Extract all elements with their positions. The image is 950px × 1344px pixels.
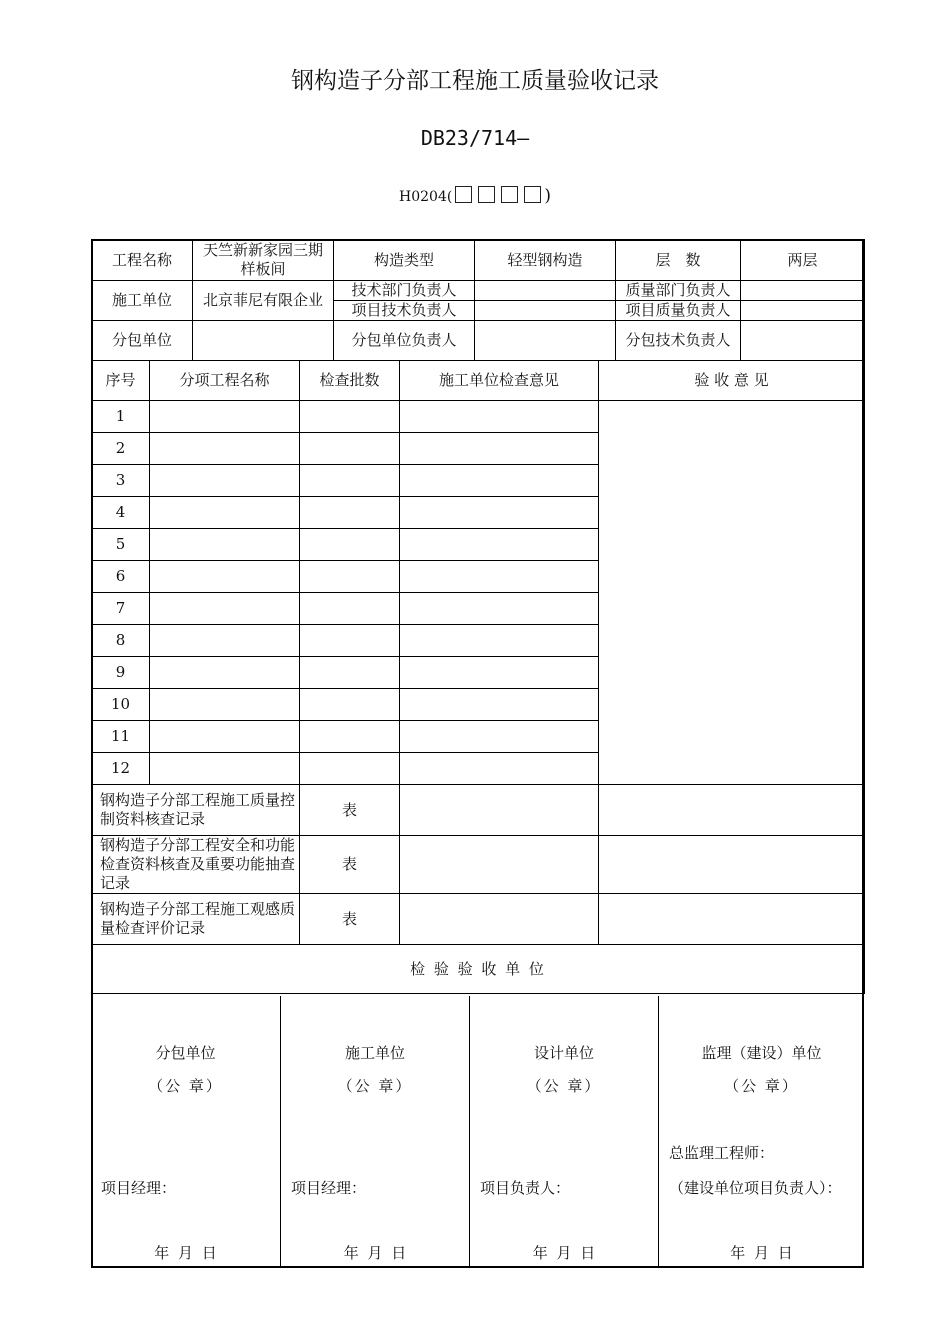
signature-contractor[interactable] [281, 996, 470, 1268]
project-name-label: 工程名称 [92, 240, 193, 281]
contractor-value[interactable]: 北京菲尼有限企业 [193, 281, 334, 321]
standard-code: DB23/714— [420, 126, 530, 150]
row-number: 12 [92, 753, 150, 785]
form-digit-box[interactable] [478, 186, 495, 203]
quality-control-record-form: 表 [300, 785, 400, 836]
batches-cell[interactable] [300, 689, 400, 721]
item-name-cell[interactable] [150, 657, 300, 689]
appearance-quality-record-acceptance[interactable] [599, 894, 865, 945]
floors-label: 层 数 [616, 240, 741, 281]
batches-cell[interactable] [300, 465, 400, 497]
batches-cell[interactable] [300, 529, 400, 561]
official-seal-label: （公 章） [148, 1077, 223, 1095]
row-number: 7 [92, 593, 150, 625]
row-number: 10 [92, 689, 150, 721]
signature-unit-name: 设计单位 [533, 1044, 594, 1062]
item-name-cell[interactable] [150, 465, 300, 497]
form-digit-box[interactable] [524, 186, 541, 203]
item-name-cell[interactable] [150, 529, 300, 561]
contractor-opinion-cell[interactable] [400, 593, 599, 625]
inspection-units-heading: 检 验 验 收 单 位 [92, 945, 865, 994]
item-name-cell[interactable] [150, 721, 300, 753]
signature-supervisor[interactable] [659, 996, 864, 1268]
signature-date: 年 月 日 [154, 1244, 217, 1262]
sub-head-value[interactable] [475, 321, 616, 361]
quality-dept-head-value[interactable] [741, 281, 865, 301]
row-number: 3 [92, 465, 150, 497]
item-name-cell[interactable] [150, 401, 300, 433]
item-name-cell[interactable] [150, 625, 300, 657]
form-suffix: ) [544, 186, 551, 206]
contractor-opinion-cell[interactable] [400, 497, 599, 529]
signature-unit-name: 分包单位 [155, 1044, 216, 1062]
project-name-value[interactable]: 天竺新新家园三期样板间 [193, 240, 334, 281]
batches-cell[interactable] [300, 721, 400, 753]
batches-cell[interactable] [300, 433, 400, 465]
official-seal-label: （公 章） [526, 1077, 602, 1095]
batches-cell[interactable] [300, 657, 400, 689]
item-name-cell[interactable] [150, 753, 300, 785]
batches-cell[interactable] [300, 593, 400, 625]
row-number: 9 [92, 657, 150, 689]
quality-dept-head-label: 质量部门负责人 [616, 281, 741, 301]
header-table [91, 239, 865, 361]
row-number: 2 [92, 433, 150, 465]
appearance-quality-record-form: 表 [300, 894, 400, 945]
signature-block [91, 996, 864, 1268]
form-prefix: H0204( [399, 189, 453, 205]
signatory-label: 项目经理： [101, 1179, 177, 1197]
col-batches-header: 检查批数 [300, 361, 400, 401]
contractor-opinion-cell[interactable] [400, 401, 599, 433]
subcontractor-label: 分包单位 [92, 321, 193, 361]
floors-value[interactable]: 两层 [741, 240, 865, 281]
acceptance-opinion-cell[interactable] [599, 401, 865, 785]
col-contractor-opinion-header: 施工单位检查意见 [400, 361, 599, 401]
tech-dept-head-label: 技术部门负责人 [334, 281, 475, 301]
item-name-cell[interactable] [150, 561, 300, 593]
structure-type-label: 构造类型 [334, 240, 475, 281]
signature-unit-name: 监理（建设）单位 [701, 1044, 822, 1062]
signatory-label: 项目经理： [291, 1179, 367, 1197]
row-number: 6 [92, 561, 150, 593]
signature-designer[interactable] [470, 996, 659, 1268]
official-seal-label: （公 章） [337, 1077, 413, 1095]
item-name-cell[interactable] [150, 433, 300, 465]
signature-subcontractor[interactable] [91, 996, 281, 1268]
batches-cell[interactable] [300, 753, 400, 785]
project-quality-head-value[interactable] [741, 301, 865, 321]
contractor-opinion-cell[interactable] [400, 433, 599, 465]
row-number: 11 [92, 721, 150, 753]
structure-type-value[interactable]: 轻型钢构造 [475, 240, 616, 281]
appearance-quality-record-label: 钢构造子分部工程施工观感质量检查评价记录 [92, 894, 300, 945]
contractor-opinion-cell[interactable] [400, 689, 599, 721]
batches-cell[interactable] [300, 561, 400, 593]
subcontractor-value[interactable] [193, 321, 334, 361]
signatory-label: 项目负责人： [480, 1179, 571, 1197]
safety-function-record-label: 钢构造子分部工程安全和功能检查资料核查及重要功能抽查记录 [92, 836, 300, 894]
row-number: 1 [92, 401, 150, 433]
item-name-cell[interactable] [150, 593, 300, 625]
form-number [0, 186, 950, 206]
row-number: 4 [92, 497, 150, 529]
sub-tech-head-value[interactable] [741, 321, 865, 361]
col-acceptance-opinion-header: 验 收 意 见 [599, 361, 865, 401]
safety-function-record-form: 表 [300, 836, 400, 894]
contractor-opinion-cell[interactable] [400, 529, 599, 561]
project-quality-head-label: 项目质量负责人 [616, 301, 741, 321]
row-number: 8 [92, 625, 150, 657]
contractor-opinion-cell[interactable] [400, 753, 599, 785]
sub-head-label: 分包单位负责人 [334, 321, 475, 361]
batches-cell[interactable] [300, 401, 400, 433]
signatory-label: （建设单位项目负责人）： [669, 1179, 842, 1197]
contractor-label: 施工单位 [92, 281, 193, 321]
official-seal-label: （公 章） [724, 1077, 799, 1095]
quality-control-record-acceptance[interactable] [599, 785, 865, 836]
item-name-cell[interactable] [150, 497, 300, 529]
col-item-name-header: 分项工程名称 [150, 361, 300, 401]
project-tech-head-label: 项目技术负责人 [334, 301, 475, 321]
col-seq-header: 序号 [92, 361, 150, 401]
safety-function-record-opinion[interactable] [400, 836, 599, 894]
quality-control-record-label: 钢构造子分部工程施工质量控制资料核查记录 [92, 785, 300, 836]
contractor-opinion-cell[interactable] [400, 721, 599, 753]
chief-supervisor-label: 总监理工程师： [669, 1144, 775, 1162]
batches-cell[interactable] [300, 497, 400, 529]
quality-control-record-opinion[interactable] [400, 785, 599, 836]
batches-cell[interactable] [300, 625, 400, 657]
item-name-cell[interactable] [150, 689, 300, 721]
contractor-opinion-cell[interactable] [400, 657, 599, 689]
page-title: 钢构造子分部工程施工质量验收记录 [291, 68, 659, 94]
signature-date: 年 月 日 [343, 1244, 407, 1262]
sub-tech-head-label: 分包技术负责人 [616, 321, 741, 361]
contractor-opinion-cell[interactable] [400, 625, 599, 657]
tech-dept-head-value[interactable] [475, 281, 616, 301]
safety-function-record-acceptance[interactable] [599, 836, 865, 894]
appearance-quality-record-opinion[interactable] [400, 894, 599, 945]
signature-date: 年 月 日 [532, 1244, 596, 1262]
project-tech-head-value[interactable] [475, 301, 616, 321]
items-table [91, 360, 865, 994]
row-number: 5 [92, 529, 150, 561]
contractor-opinion-cell[interactable] [400, 465, 599, 497]
signature-unit-name: 施工单位 [344, 1044, 405, 1062]
form-digit-box[interactable] [501, 186, 518, 203]
signature-date: 年 月 日 [730, 1244, 793, 1262]
form-digit-box[interactable] [455, 186, 472, 203]
contractor-opinion-cell[interactable] [400, 561, 599, 593]
